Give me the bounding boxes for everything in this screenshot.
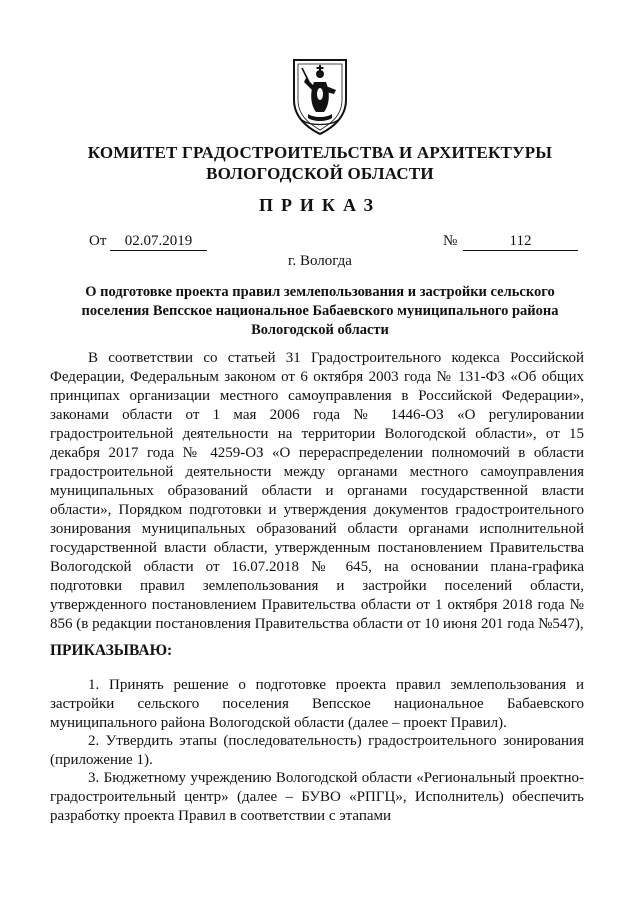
- preamble-paragraph: В соответствии со статьей 31 Градостроительного кодекса Российской Федерации, Федеральным законом от 6 октября 2003 года № 131-ФЗ «Об общих принципах организации местного самоуправления в Российской Федерации», законами области от 1 мая 2006 года № 1446-ОЗ «О регулировании градостроительной деятельности на территории Вологодской области», от 15 декабря 2017 года № 4259-ОЗ «О перераспределении полномочий в области градостроительной деятельности между органами местного самоуправления муниципальных образований области и органами государственной власти области», Порядком подготовки и утверждения документов градостроительного зонирования муниципальных образований области органами исполнительной государственной власти области, утвержденным постановлением Правительства Вологодской области от 16.07.2018 № 645, на основании плана-графика подготовки правил землепользования и застройки поселений области, утвержденного постановлением Правительства области от 1 октября 2018 года № 856 (в редакции постановления Правительства области от 10 июня 201 года №547),: [50, 350, 584, 632]
- organization-name-line2: ВОЛОГОДСКОЙ ОБЛАСТИ: [206, 164, 434, 183]
- document-type: ПРИКАЗ: [258, 195, 382, 215]
- date-value: 02.07.2019: [110, 233, 207, 251]
- order-item-3: 3. Бюджетному учреждению Вологодской области «Региональный проектно-градостроительный центр» (далее – БУВО «РПГЦ», Исполнитель) обеспечить разработку проекта Правил в соответствии с этапами: [50, 770, 584, 824]
- date-label: От: [89, 233, 107, 249]
- organization-name-line1: КОМИТЕТ ГРАДОСТРОИТЕЛЬСТВА И АРХИТЕКТУРЫ: [87, 143, 553, 162]
- order-heading: ПРИКАЗЫВАЮ:: [50, 642, 173, 659]
- number-label: №: [443, 233, 458, 249]
- coat-of-arms-emblem: [288, 56, 352, 136]
- number-value: 112: [463, 233, 578, 251]
- city: г. Вологда: [288, 253, 352, 269]
- order-item-1: 1. Принять решение о подготовке проекта правил землепользования и застройки сельского поселения Вепсское национальное Бабаевского муниципального района Вологодской области (далее – проект Правил).: [50, 677, 584, 731]
- document-title: О подготовке проекта правил землепользования и застройки сельского поселения Вепсское национальное Бабаевского муниципального района Вологодской области: [81, 284, 559, 338]
- order-item-2: 2. Утвердить этапы (последовательность) градостроительного зонирования (приложение 1).: [50, 733, 584, 768]
